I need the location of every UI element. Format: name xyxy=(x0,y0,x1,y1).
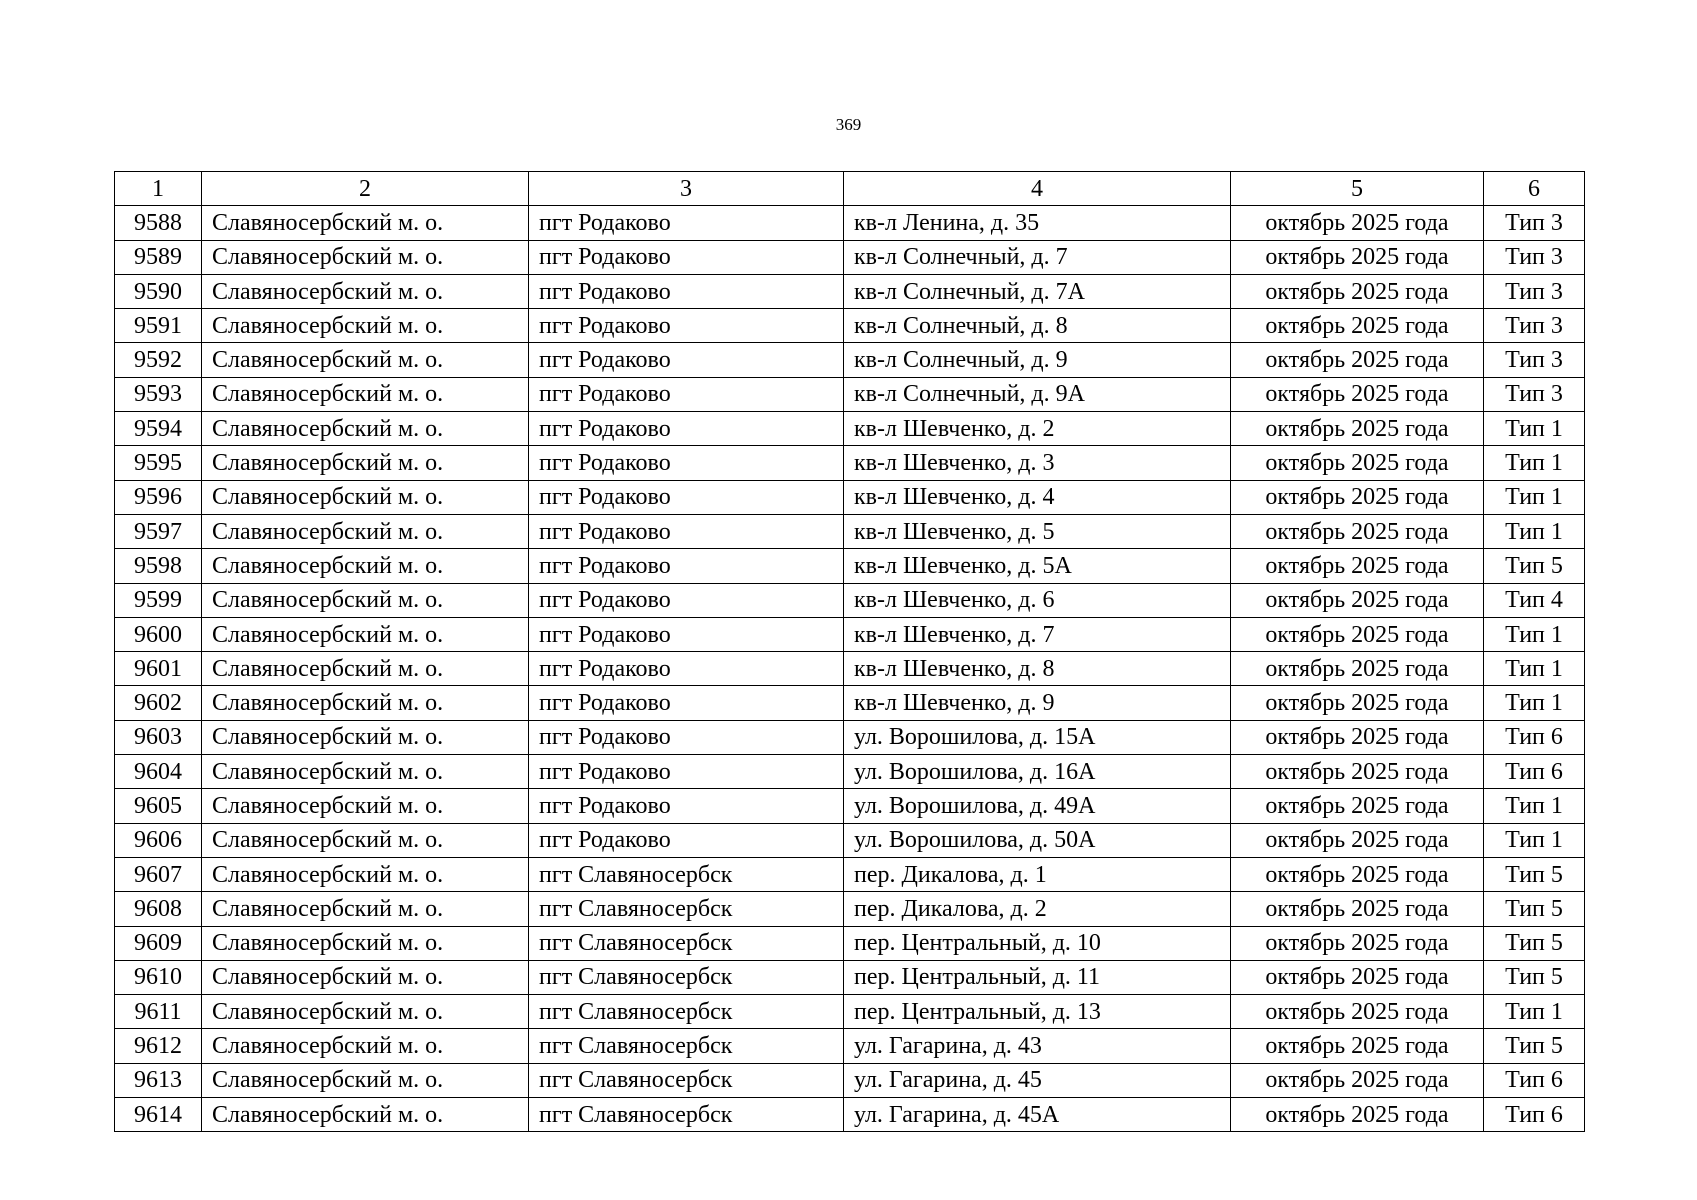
row-number-cell: 9593 xyxy=(115,377,202,411)
row-number-cell: 9594 xyxy=(115,412,202,446)
type-cell: Тип 1 xyxy=(1484,446,1585,480)
row-number-cell: 9590 xyxy=(115,274,202,308)
settlement-cell: пгт Родаково xyxy=(529,789,844,823)
municipality-cell: Славяносербский м. о. xyxy=(202,1098,529,1132)
period-cell: октябрь 2025 года xyxy=(1231,789,1484,823)
row-number-cell: 9610 xyxy=(115,960,202,994)
row-number-cell: 9608 xyxy=(115,892,202,926)
table-body xyxy=(115,206,1585,1132)
settlement-cell: пгт Родаково xyxy=(529,274,844,308)
row-number-cell: 9602 xyxy=(115,686,202,720)
period-cell: октябрь 2025 года xyxy=(1231,652,1484,686)
municipality-cell: Славяносербский м. о. xyxy=(202,446,529,480)
settlement-cell: пгт Славяносербск xyxy=(529,1098,844,1132)
municipality-cell: Славяносербский м. о. xyxy=(202,1063,529,1097)
period-cell: октябрь 2025 года xyxy=(1231,1098,1484,1132)
table-row xyxy=(115,583,1585,617)
address-cell: ул. Ворошилова, д. 16А xyxy=(844,755,1231,789)
period-cell: октябрь 2025 года xyxy=(1231,377,1484,411)
type-cell: Тип 5 xyxy=(1484,960,1585,994)
municipality-cell: Славяносербский м. о. xyxy=(202,343,529,377)
type-cell: Тип 5 xyxy=(1484,857,1585,891)
row-number-cell: 9600 xyxy=(115,617,202,651)
municipality-cell: Славяносербский м. о. xyxy=(202,960,529,994)
registry-table xyxy=(114,171,1585,1132)
settlement-cell: пгт Родаково xyxy=(529,412,844,446)
row-number-cell: 9605 xyxy=(115,789,202,823)
table-row xyxy=(115,1098,1585,1132)
type-cell: Тип 1 xyxy=(1484,789,1585,823)
municipality-cell: Славяносербский м. о. xyxy=(202,617,529,651)
type-cell: Тип 1 xyxy=(1484,652,1585,686)
table-row xyxy=(115,995,1585,1029)
period-cell: октябрь 2025 года xyxy=(1231,274,1484,308)
table-row xyxy=(115,1029,1585,1063)
row-number-cell: 9606 xyxy=(115,823,202,857)
address-cell: ул. Ворошилова, д. 15А xyxy=(844,720,1231,754)
header-col-6: 6 xyxy=(1484,172,1585,206)
table-header xyxy=(115,172,1585,206)
row-number-cell: 9599 xyxy=(115,583,202,617)
address-cell: кв-л Шевченко, д. 7 xyxy=(844,617,1231,651)
table-row xyxy=(115,652,1585,686)
address-cell: кв-л Шевченко, д. 3 xyxy=(844,446,1231,480)
municipality-cell: Славяносербский м. о. xyxy=(202,926,529,960)
type-cell: Тип 5 xyxy=(1484,892,1585,926)
municipality-cell: Славяносербский м. о. xyxy=(202,720,529,754)
period-cell: октябрь 2025 года xyxy=(1231,686,1484,720)
address-cell: кв-л Шевченко, д. 6 xyxy=(844,583,1231,617)
table-row xyxy=(115,377,1585,411)
row-number-cell: 9611 xyxy=(115,995,202,1029)
address-cell: кв-л Солнечный, д. 9 xyxy=(844,343,1231,377)
type-cell: Тип 3 xyxy=(1484,206,1585,240)
period-cell: октябрь 2025 года xyxy=(1231,206,1484,240)
row-number-cell: 9612 xyxy=(115,1029,202,1063)
type-cell: Тип 5 xyxy=(1484,1029,1585,1063)
table-row xyxy=(115,755,1585,789)
settlement-cell: пгт Родаково xyxy=(529,652,844,686)
period-cell: октябрь 2025 года xyxy=(1231,343,1484,377)
period-cell: октябрь 2025 года xyxy=(1231,480,1484,514)
municipality-cell: Славяносербский м. о. xyxy=(202,857,529,891)
municipality-cell: Славяносербский м. о. xyxy=(202,995,529,1029)
address-cell: пер. Дикалова, д. 1 xyxy=(844,857,1231,891)
row-number-cell: 9601 xyxy=(115,652,202,686)
row-number-cell: 9598 xyxy=(115,549,202,583)
settlement-cell: пгт Родаково xyxy=(529,686,844,720)
period-cell: октябрь 2025 года xyxy=(1231,926,1484,960)
address-cell: пер. Центральный, д. 10 xyxy=(844,926,1231,960)
period-cell: октябрь 2025 года xyxy=(1231,1063,1484,1097)
municipality-cell: Славяносербский м. о. xyxy=(202,514,529,548)
settlement-cell: пгт Родаково xyxy=(529,377,844,411)
municipality-cell: Славяносербский м. о. xyxy=(202,309,529,343)
period-cell: октябрь 2025 года xyxy=(1231,309,1484,343)
type-cell: Тип 1 xyxy=(1484,617,1585,651)
type-cell: Тип 6 xyxy=(1484,755,1585,789)
table-row xyxy=(115,309,1585,343)
table-row xyxy=(115,720,1585,754)
settlement-cell: пгт Славяносербск xyxy=(529,1029,844,1063)
header-row xyxy=(115,172,1585,206)
settlement-cell: пгт Родаково xyxy=(529,446,844,480)
row-number-cell: 9588 xyxy=(115,206,202,240)
municipality-cell: Славяносербский м. о. xyxy=(202,686,529,720)
period-cell: октябрь 2025 года xyxy=(1231,857,1484,891)
row-number-cell: 9609 xyxy=(115,926,202,960)
header-col-3: 3 xyxy=(529,172,844,206)
settlement-cell: пгт Славяносербск xyxy=(529,960,844,994)
table-row xyxy=(115,240,1585,274)
settlement-cell: пгт Родаково xyxy=(529,343,844,377)
period-cell: октябрь 2025 года xyxy=(1231,617,1484,651)
municipality-cell: Славяносербский м. о. xyxy=(202,549,529,583)
table-row xyxy=(115,480,1585,514)
type-cell: Тип 1 xyxy=(1484,995,1585,1029)
period-cell: октябрь 2025 года xyxy=(1231,823,1484,857)
type-cell: Тип 6 xyxy=(1484,1063,1585,1097)
table-row xyxy=(115,343,1585,377)
address-cell: кв-л Солнечный, д. 9А xyxy=(844,377,1231,411)
type-cell: Тип 3 xyxy=(1484,309,1585,343)
period-cell: октябрь 2025 года xyxy=(1231,549,1484,583)
table-row xyxy=(115,412,1585,446)
address-cell: кв-л Солнечный, д. 7 xyxy=(844,240,1231,274)
settlement-cell: пгт Родаково xyxy=(529,549,844,583)
type-cell: Тип 5 xyxy=(1484,926,1585,960)
period-cell: октябрь 2025 года xyxy=(1231,446,1484,480)
row-number-cell: 9589 xyxy=(115,240,202,274)
address-cell: кв-л Солнечный, д. 7А xyxy=(844,274,1231,308)
address-cell: пер. Центральный, д. 13 xyxy=(844,995,1231,1029)
municipality-cell: Славяносербский м. о. xyxy=(202,583,529,617)
address-cell: кв-л Шевченко, д. 8 xyxy=(844,652,1231,686)
address-cell: пер. Центральный, д. 11 xyxy=(844,960,1231,994)
municipality-cell: Славяносербский м. о. xyxy=(202,412,529,446)
settlement-cell: пгт Славяносербск xyxy=(529,926,844,960)
table-row xyxy=(115,514,1585,548)
settlement-cell: пгт Родаково xyxy=(529,514,844,548)
municipality-cell: Славяносербский м. о. xyxy=(202,274,529,308)
municipality-cell: Славяносербский м. о. xyxy=(202,652,529,686)
period-cell: октябрь 2025 года xyxy=(1231,960,1484,994)
address-cell: кв-л Солнечный, д. 8 xyxy=(844,309,1231,343)
table-row xyxy=(115,446,1585,480)
settlement-cell: пгт Славяносербск xyxy=(529,857,844,891)
period-cell: октябрь 2025 года xyxy=(1231,892,1484,926)
type-cell: Тип 6 xyxy=(1484,1098,1585,1132)
municipality-cell: Славяносербский м. о. xyxy=(202,240,529,274)
municipality-cell: Славяносербский м. о. xyxy=(202,206,529,240)
municipality-cell: Славяносербский м. о. xyxy=(202,892,529,926)
table-row xyxy=(115,1063,1585,1097)
period-cell: октябрь 2025 года xyxy=(1231,720,1484,754)
type-cell: Тип 1 xyxy=(1484,823,1585,857)
settlement-cell: пгт Родаково xyxy=(529,480,844,514)
settlement-cell: пгт Родаково xyxy=(529,617,844,651)
address-cell: кв-л Шевченко, д. 5 xyxy=(844,514,1231,548)
address-cell: кв-л Ленина, д. 35 xyxy=(844,206,1231,240)
type-cell: Тип 1 xyxy=(1484,480,1585,514)
address-cell: пер. Дикалова, д. 2 xyxy=(844,892,1231,926)
municipality-cell: Славяносербский м. о. xyxy=(202,1029,529,1063)
table-row xyxy=(115,926,1585,960)
address-cell: ул. Гагарина, д. 43 xyxy=(844,1029,1231,1063)
period-cell: октябрь 2025 года xyxy=(1231,514,1484,548)
header-col-1: 1 xyxy=(115,172,202,206)
municipality-cell: Славяносербский м. о. xyxy=(202,789,529,823)
table-row xyxy=(115,857,1585,891)
type-cell: Тип 4 xyxy=(1484,583,1585,617)
settlement-cell: пгт Родаково xyxy=(529,309,844,343)
settlement-cell: пгт Родаково xyxy=(529,823,844,857)
row-number-cell: 9592 xyxy=(115,343,202,377)
period-cell: октябрь 2025 года xyxy=(1231,240,1484,274)
table-row xyxy=(115,549,1585,583)
settlement-cell: пгт Родаково xyxy=(529,755,844,789)
address-cell: ул. Ворошилова, д. 49А xyxy=(844,789,1231,823)
municipality-cell: Славяносербский м. о. xyxy=(202,480,529,514)
header-col-2: 2 xyxy=(202,172,529,206)
municipality-cell: Славяносербский м. о. xyxy=(202,755,529,789)
table-row xyxy=(115,789,1585,823)
type-cell: Тип 3 xyxy=(1484,240,1585,274)
row-number-cell: 9596 xyxy=(115,480,202,514)
municipality-cell: Славяносербский м. о. xyxy=(202,823,529,857)
address-cell: ул. Ворошилова, д. 50А xyxy=(844,823,1231,857)
type-cell: Тип 1 xyxy=(1484,514,1585,548)
period-cell: октябрь 2025 года xyxy=(1231,583,1484,617)
period-cell: октябрь 2025 года xyxy=(1231,1029,1484,1063)
type-cell: Тип 1 xyxy=(1484,412,1585,446)
municipality-cell: Славяносербский м. о. xyxy=(202,377,529,411)
table-row xyxy=(115,274,1585,308)
row-number-cell: 9591 xyxy=(115,309,202,343)
header-col-5: 5 xyxy=(1231,172,1484,206)
type-cell: Тип 3 xyxy=(1484,274,1585,308)
page-number: 369 xyxy=(835,115,862,134)
row-number-cell: 9595 xyxy=(115,446,202,480)
table-row xyxy=(115,206,1585,240)
table-row xyxy=(115,823,1585,857)
row-number-cell: 9597 xyxy=(115,514,202,548)
settlement-cell: пгт Славяносербск xyxy=(529,1063,844,1097)
address-cell: кв-л Шевченко, д. 2 xyxy=(844,412,1231,446)
address-cell: кв-л Шевченко, д. 4 xyxy=(844,480,1231,514)
settlement-cell: пгт Родаково xyxy=(529,240,844,274)
period-cell: октябрь 2025 года xyxy=(1231,995,1484,1029)
header-col-4: 4 xyxy=(844,172,1231,206)
type-cell: Тип 6 xyxy=(1484,720,1585,754)
type-cell: Тип 3 xyxy=(1484,377,1585,411)
table-row xyxy=(115,892,1585,926)
period-cell: октябрь 2025 года xyxy=(1231,412,1484,446)
settlement-cell: пгт Родаково xyxy=(529,206,844,240)
settlement-cell: пгт Родаково xyxy=(529,720,844,754)
address-cell: кв-л Шевченко, д. 9 xyxy=(844,686,1231,720)
row-number-cell: 9603 xyxy=(115,720,202,754)
row-number-cell: 9604 xyxy=(115,755,202,789)
type-cell: Тип 3 xyxy=(1484,343,1585,377)
settlement-cell: пгт Славяносербск xyxy=(529,995,844,1029)
type-cell: Тип 1 xyxy=(1484,686,1585,720)
address-cell: кв-л Шевченко, д. 5А xyxy=(844,549,1231,583)
row-number-cell: 9614 xyxy=(115,1098,202,1132)
table-row xyxy=(115,686,1585,720)
row-number-cell: 9613 xyxy=(115,1063,202,1097)
period-cell: октябрь 2025 года xyxy=(1231,755,1484,789)
address-cell: ул. Гагарина, д. 45 xyxy=(844,1063,1231,1097)
table-row xyxy=(115,617,1585,651)
settlement-cell: пгт Родаково xyxy=(529,583,844,617)
settlement-cell: пгт Славяносербск xyxy=(529,892,844,926)
address-cell: ул. Гагарина, д. 45А xyxy=(844,1098,1231,1132)
row-number-cell: 9607 xyxy=(115,857,202,891)
type-cell: Тип 5 xyxy=(1484,549,1585,583)
table-row xyxy=(115,960,1585,994)
